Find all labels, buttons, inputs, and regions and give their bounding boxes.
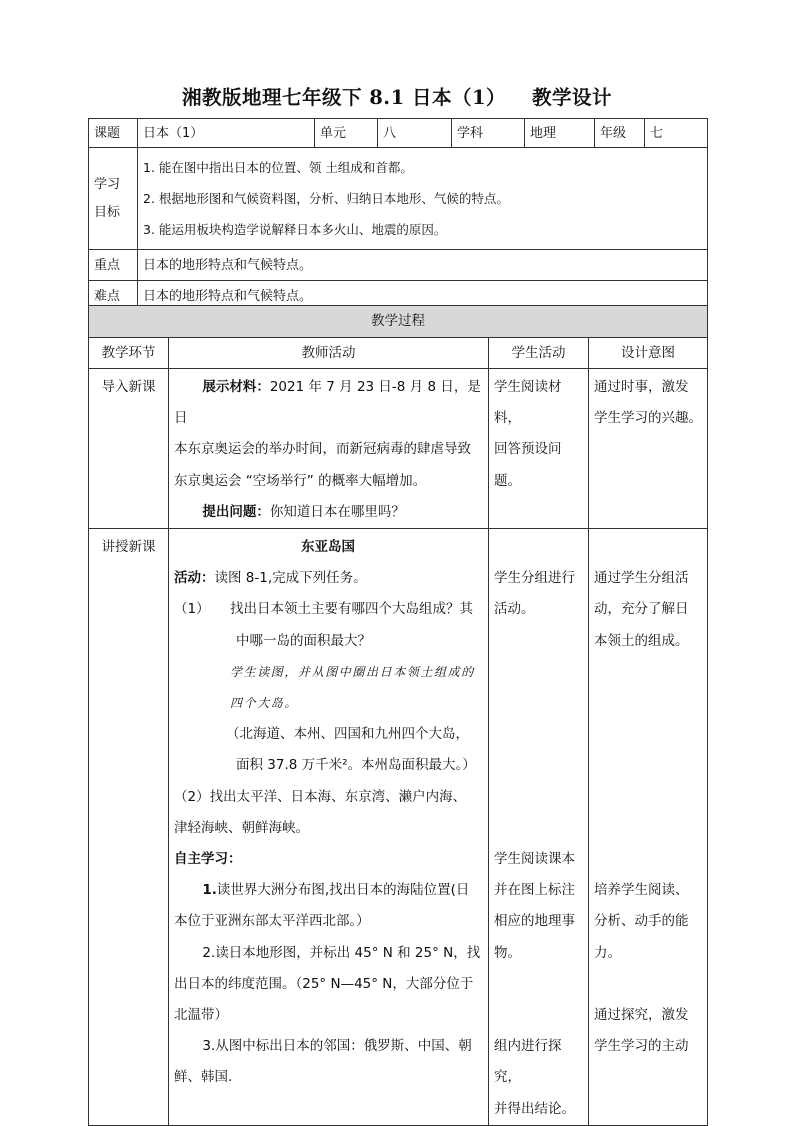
student-line: 学生分组进行 (494, 570, 575, 587)
s1-text-2: 本位于亚洲东部太平洋西北部。） (174, 913, 370, 930)
handwritten-note: 学生读图，并从图中圈出日本领土组成的 (230, 664, 475, 679)
s3-text: 3.从图中标出日本的邻国：俄罗斯、中国、朝 (202, 1038, 472, 1055)
process-header-row (89, 338, 708, 369)
info-row-goals (89, 148, 708, 250)
main-student-activity (489, 529, 589, 1126)
goals-label (89, 148, 138, 250)
material-text-2: 本东京奥运会的举办时间，而新冠病毒的肆虐导致 (174, 441, 471, 458)
header-teacher: 教师活动 (169, 338, 489, 369)
key-label: 重点 (89, 250, 138, 281)
q2-text-2: 津轻海峡、朝鲜海峡。 (174, 819, 309, 836)
s1-text: 读世界大洲分布图,找出日本的海陆位置(日 (216, 882, 470, 899)
topic-label: 课题 (89, 119, 138, 148)
q1-text: 找出日本领土主要有哪四个大岛组成？其 (230, 601, 473, 618)
intro-student-line: 学生阅读材料， (494, 379, 562, 427)
goals-label-line2: 目标 (94, 204, 121, 220)
main-teacher-activity (169, 529, 489, 1126)
s2-text-2: 出日本的纬度范围。（25° N—45° N，大部分位于 (174, 975, 474, 992)
q1-number: （1） (174, 601, 210, 618)
question-label: 提出问题： (202, 503, 270, 520)
process-band-row (89, 306, 708, 338)
student-line: 物。 (494, 944, 521, 961)
intro-design-intent (589, 369, 708, 529)
goals-label-line1: 学习 (94, 176, 121, 192)
goals-content (138, 148, 708, 250)
main-design-intent (589, 529, 708, 1126)
grade-value: 七 (645, 119, 708, 148)
q2-text: （2）找出太平洋、日本海、东京湾、濑户内海、 (174, 788, 467, 805)
s3-text-2: 鲜、韩国. (174, 1069, 233, 1086)
design-line: 学生学习的主动 (594, 1038, 689, 1055)
student-line: 学生阅读课本 (494, 851, 575, 867)
material-text-3: 东京奥运会 “空场举行” 的概率大幅增加。 (174, 472, 427, 489)
intro-student-line: 回答预设问题。 (494, 441, 562, 489)
intro-stage: 导入新课 (89, 369, 169, 529)
answer-2: 面积 37.8 万千米²。本州岛面积最大。） (236, 757, 476, 774)
q1-text-2: 中哪一岛的面积最大？ (236, 632, 371, 649)
intro-student-activity (489, 369, 589, 529)
student-line: 相应的地理事 (494, 913, 575, 930)
info-row-key (89, 250, 708, 281)
header-design: 设计意图 (589, 338, 708, 369)
unit-label: 单元 (315, 119, 378, 148)
subject-label: 学科 (452, 119, 525, 148)
s1-number: 1. (202, 882, 217, 899)
student-line: 并得出结论。 (494, 1100, 575, 1117)
key-value: 日本的地形特点和气候特点。 (138, 250, 708, 281)
main-stage: 讲授新课 (89, 529, 169, 1126)
difficulty-label: 难点 (89, 281, 138, 312)
student-line: 并在图上标注 (494, 882, 575, 899)
student-line: 活动。 (494, 601, 535, 618)
unit-value: 八 (378, 119, 452, 148)
design-line: 培养学生阅读、 (594, 882, 689, 899)
design-line: 通过探究，激发 (594, 1007, 689, 1023)
design-line: 动，充分了解日 (594, 601, 689, 618)
intro-teacher-activity (169, 369, 489, 529)
student-line: 组内进行探究， (494, 1038, 562, 1086)
design-line: 力。 (594, 944, 621, 961)
material-text: 2021 年 7 月 23 日-8 月 8 日，是日 (174, 379, 481, 427)
title-suffix: 教学设计 (532, 86, 613, 109)
difficulty-value: 日本的地形特点和气候特点。 (138, 281, 708, 312)
process-band: 教学过程 (89, 306, 708, 338)
goal-item: 2. 根据地形图和气候资料图，分析、归纳日本地形、气候的特点。 (143, 191, 509, 206)
grade-label: 年级 (595, 119, 645, 148)
main-row (89, 529, 708, 1126)
goal-item: 1. 能在图中指出日本的位置、领 土组成和首都。 (143, 160, 413, 175)
material-label: 展示材料： (202, 379, 270, 395)
intro-design-line: 学生学习的兴趣。 (594, 410, 702, 427)
answer-1: （北海道、本州、四国和九州四个大岛， (226, 726, 469, 743)
activity-text: 读图 8-1,完成下列任务。 (214, 570, 367, 587)
self-study-label: 自主学习： (174, 851, 242, 868)
intro-design-line: 通过时事，激发 (594, 379, 689, 395)
design-line: 通过学生分组活 (594, 570, 689, 587)
question-text: 你知道日本在哪里吗？ (269, 503, 405, 520)
activity-label: 活动： (174, 570, 215, 587)
handwritten-note-2: 四个大岛。 (230, 696, 299, 711)
goal-item: 3. 能运用板块构造学说解释日本多火山、地震的原因。 (143, 222, 447, 237)
title-main: 湘教版地理七年级下 8.1 日本（1） (181, 86, 507, 109)
design-line: 本领土的组成。 (594, 632, 689, 649)
intro-row (89, 369, 708, 529)
page-title (0, 82, 794, 110)
section-title: 东亚岛国 (301, 539, 355, 556)
info-row-basic (89, 119, 708, 148)
teaching-process-table (88, 305, 708, 1126)
lesson-info-table (88, 118, 708, 312)
header-student: 学生活动 (489, 338, 589, 369)
design-line: 分析、动手的能 (594, 913, 689, 930)
subject-value: 地理 (525, 119, 595, 148)
s2-text-3: 北温带） (174, 1007, 228, 1024)
s2-text: 2.读日本地形图，并标出 45° N 和 25° N，找 (202, 944, 481, 961)
topic-value: 日本（1） (138, 119, 315, 148)
header-stage: 教学环节 (89, 338, 169, 369)
